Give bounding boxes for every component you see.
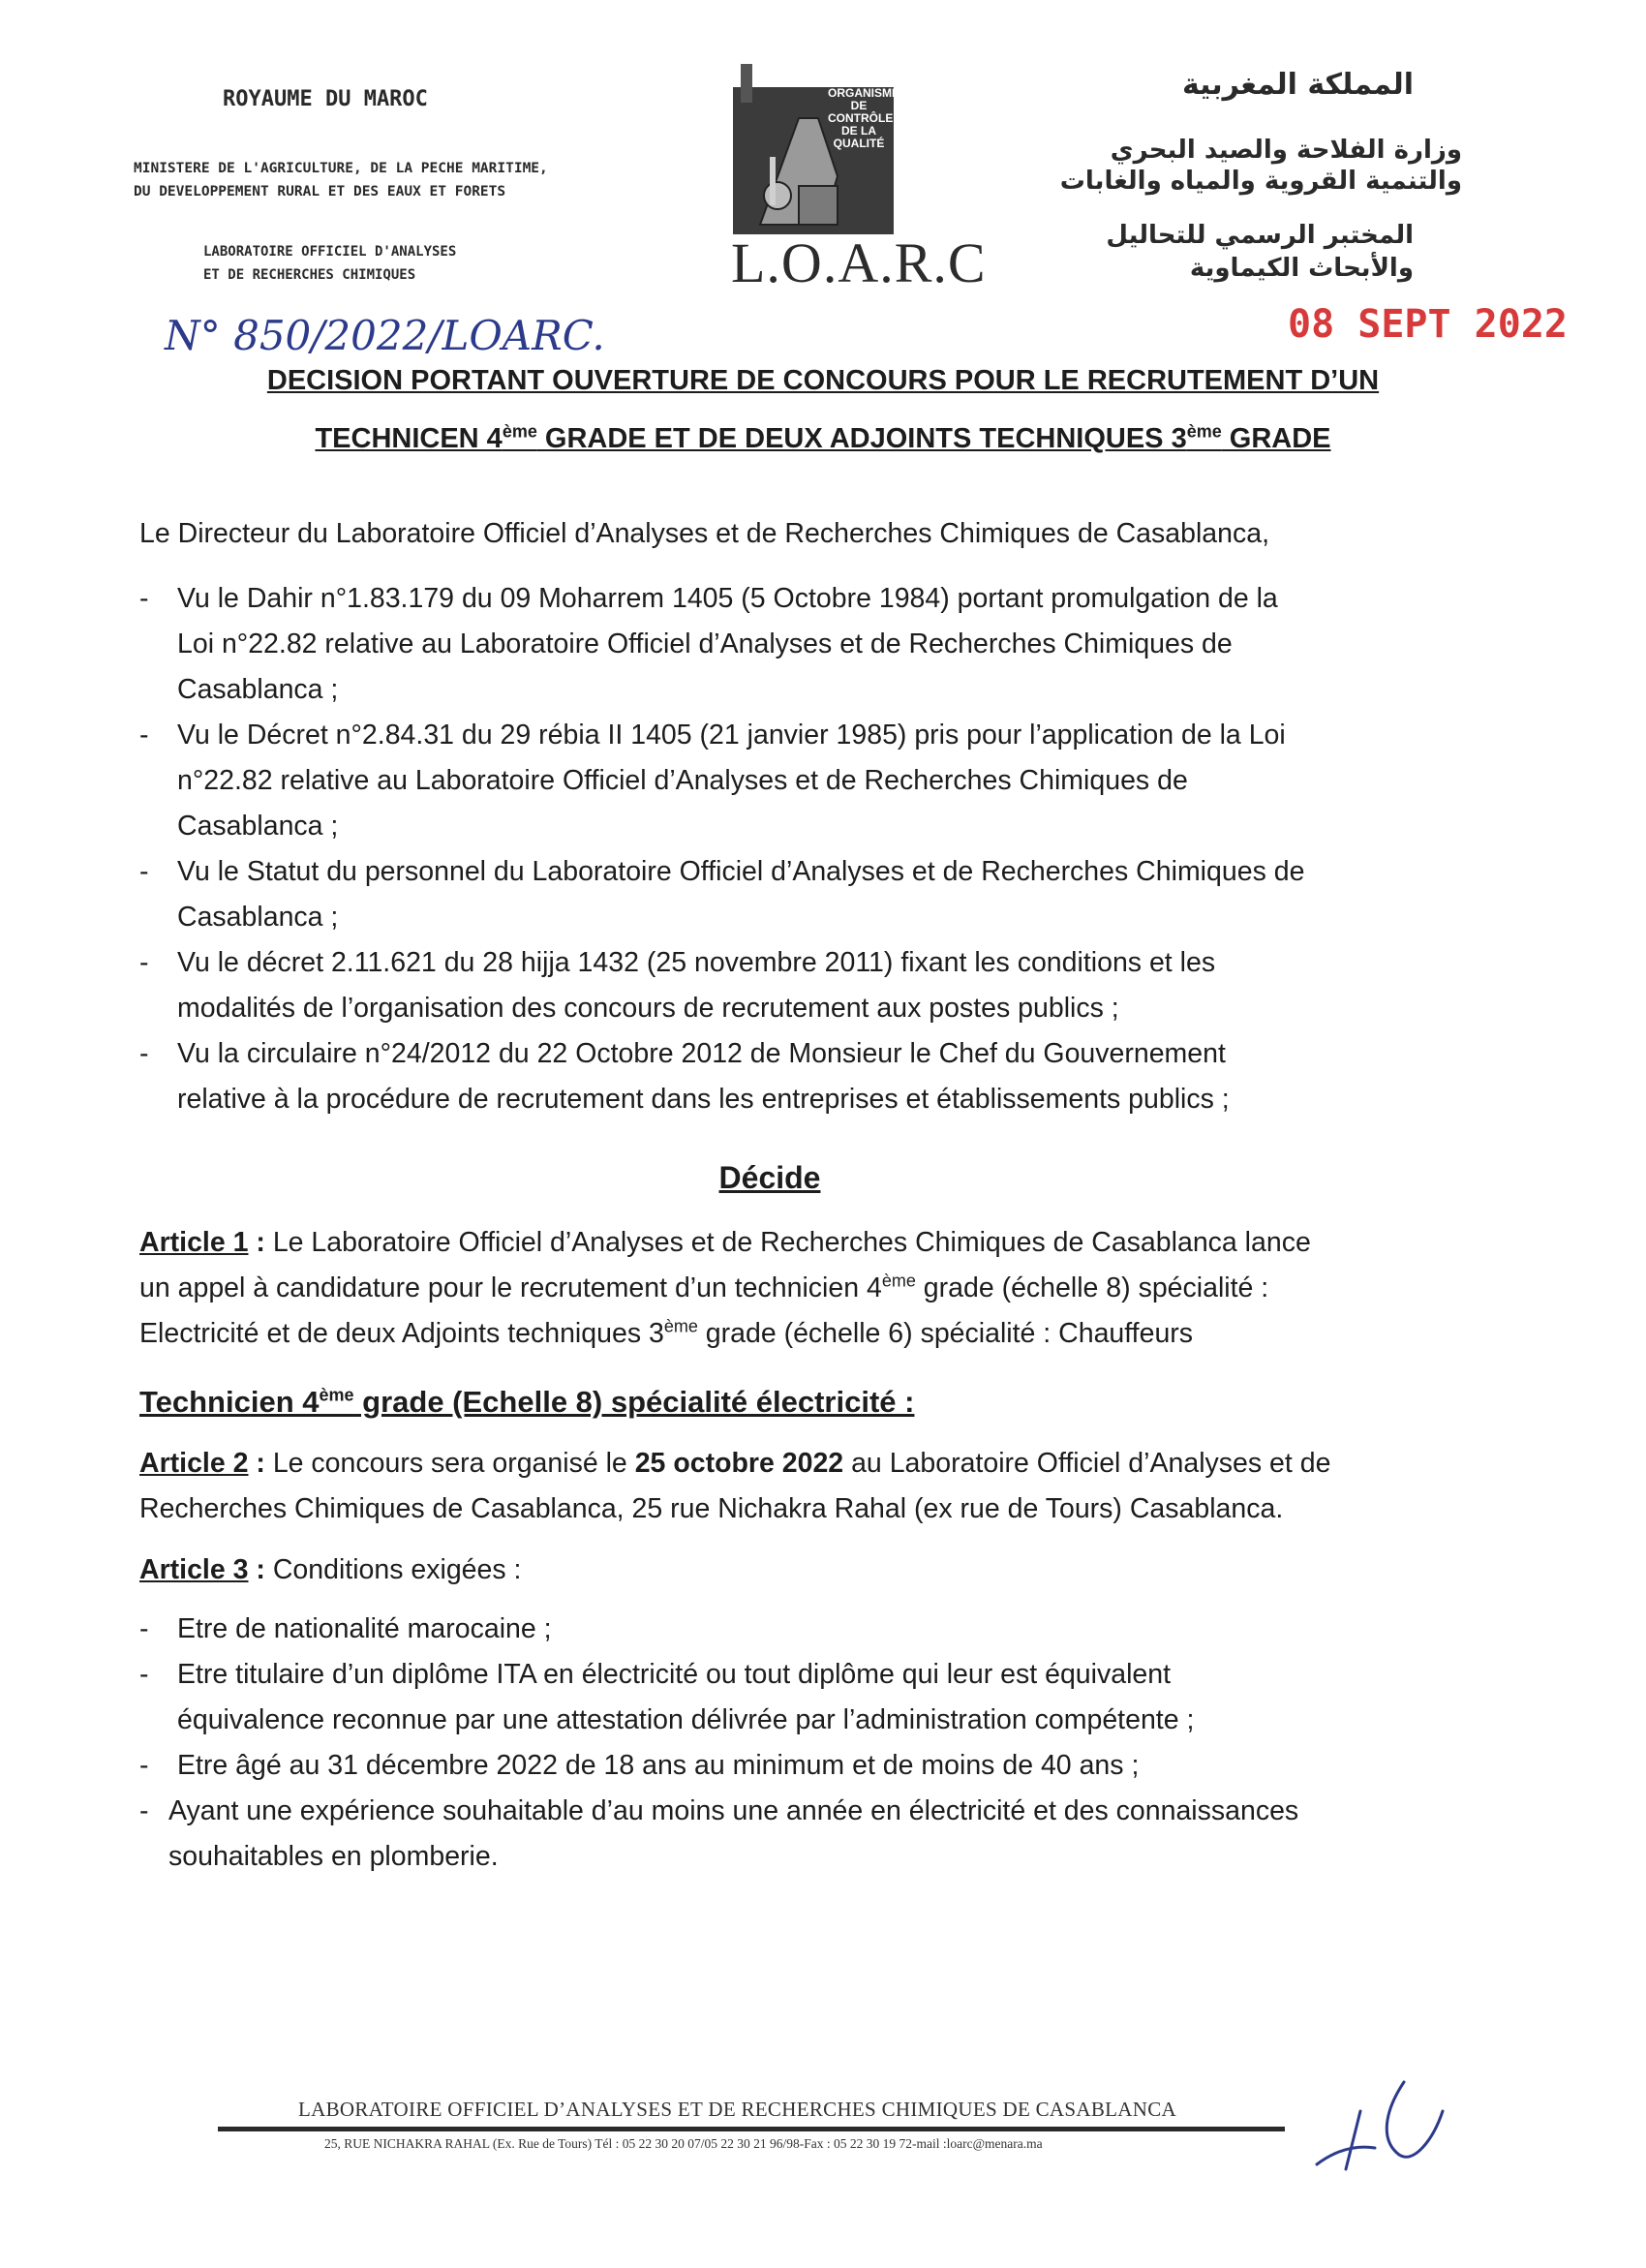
list-bullet: - [139, 1038, 149, 1069]
condition-line: Etre âgé au 31 décembre 2022 de 18 ans au minimum et de moins de 40 ans ; [177, 1750, 1140, 1781]
condition-line: Ayant une expérience souhaitable d’au moins une année en électricité et des connaissances [168, 1795, 1299, 1826]
list-bullet: - [139, 1659, 149, 1690]
article-1-line3-pre: Electricité et de deux Adjoints techniques 3 [139, 1318, 664, 1349]
article-1-line2-post: grade (échelle 8) spécialité : [915, 1272, 1269, 1303]
list-bullet: - [139, 947, 149, 978]
visa-line: relative à la procédure de recrutement dans les entreprises et établissements publics ; [177, 1084, 1230, 1115]
article-3-label: Article 3 [139, 1554, 249, 1585]
article-2-date: 25 octobre 2022 [634, 1448, 844, 1479]
title-line2-sup2: ème [1186, 421, 1222, 442]
section-heading [139, 1379, 914, 1425]
article-2 [139, 1441, 1400, 1532]
article-1-line2-sup: ème [881, 1271, 916, 1291]
visa-line: Casablanca ; [177, 902, 339, 933]
article-3 [139, 1548, 521, 1593]
article-1 [139, 1220, 1400, 1357]
list-bullet: - [139, 583, 149, 614]
title-line2-sup1: ème [502, 421, 537, 442]
ministry-fr-line2: DU DEVELOPPEMENT RURAL ET DES EAUX ET FORETS [134, 184, 506, 199]
visa-line: modalités de l’organisation des concours de recrutement aux postes publics ; [177, 993, 1119, 1024]
article-2-post: au Laboratoire Officiel d’Analyses et de [843, 1448, 1331, 1479]
visa-item [177, 1031, 1399, 1122]
section-heading-post: grade (Echelle 8) spécialité électricité : [353, 1385, 915, 1419]
visa-line: n°22.82 relative au Laboratoire Officiel d’Analyses et de Recherches Chimiques de [177, 765, 1188, 796]
intro-text: Le Directeur du Laboratoire Officiel d’Analyses et de Recherches Chimiques de Casablanca, [139, 518, 1270, 549]
article-1-text: Le Laboratoire Officiel d’Analyses et de Recherches Chimiques de Casablanca lance [272, 1227, 1311, 1258]
ministry-ar-line1: وزارة الفلاحة والصيد البحري [1110, 136, 1462, 165]
article-3-sep: : [248, 1554, 273, 1585]
condition-line: souhaitables en plomberie. [168, 1841, 499, 1872]
visa-line: Vu le Dahir n°1.83.179 du 09 Moharrem 1405 (5 Octobre 1984) portant promulgation de la [177, 583, 1278, 614]
visa-item [177, 576, 1399, 713]
footer-lab-name: LABORATOIRE OFFICIEL D’ANALYSES ET DE RECHERCHES CHIMIQUES DE CASABLANCA [298, 2098, 1176, 2121]
visa-item [177, 713, 1399, 849]
list-bullet: - [139, 856, 149, 887]
visa-line: Casablanca ; [177, 674, 339, 705]
logo-acronym: L.O.A.R.C [731, 231, 987, 294]
article-1-line1 [139, 1220, 1400, 1266]
list-bullet: - [139, 1750, 149, 1781]
decision-title-line2 [0, 423, 1646, 455]
lab-ar-line1: المختبر الرسمي للتحاليل [1106, 221, 1414, 250]
condition-item [177, 1743, 1399, 1789]
article-1-line2-pre: un appel à candidature pour le recrutement d’un technicien 4 [139, 1272, 882, 1303]
condition-item [177, 1607, 1399, 1652]
list-bullet: - [139, 1795, 149, 1826]
footer-rule [218, 2127, 1285, 2131]
date-stamp: 08 SEPT 2022 [1288, 302, 1568, 347]
condition-line: Etre de nationalité marocaine ; [177, 1613, 552, 1644]
visa-line: Vu la circulaire n°24/2012 du 22 Octobre 2012 de Monsieur le Chef du Gouvernement [177, 1038, 1226, 1069]
article-2-line1 [139, 1441, 1400, 1486]
ministry-ar-line2: والتنمية القروية والمياه والغابات [1059, 167, 1462, 196]
title-line2-mid: GRADE ET DE DEUX ADJOINTS TECHNIQUES 3 [536, 423, 1187, 454]
visa-line: Vu le Décret n°2.84.31 du 29 rébia II 1405 (21 janvier 1985) pris pour l’application de la Loi [177, 720, 1286, 751]
article-2-line2: Recherches Chimiques de Casablanca, 25 rue Nichakra Rahal (ex rue de Tours) Casablanca. [139, 1493, 1284, 1524]
decide-heading: Décide [718, 1160, 821, 1195]
visa-item [177, 849, 1399, 940]
visa-line: Vu le décret 2.11.621 du 28 hijja 1432 (25 novembre 2011) fixant les conditions et les [177, 947, 1216, 978]
article-3-text: Conditions exigées : [272, 1554, 522, 1585]
list-bullet: - [139, 720, 149, 751]
signature-icon [1307, 2072, 1462, 2179]
article-1-sep: : [248, 1227, 273, 1258]
footer-address: 25, RUE NICHAKRA RAHAL (Ex. Rue de Tours) Tél : 05 22 30 20 07/05 22 30 21 96/98-Fax : 05 22 30 19 72-mail :loarc@menara.ma [324, 2136, 1043, 2151]
title-line2-post: GRADE [1221, 423, 1331, 454]
lab-ar-line2: والأبحاث الكيماوية [1189, 254, 1414, 283]
article-1-line3 [139, 1311, 1400, 1357]
condition-item [177, 1652, 1399, 1743]
article-1-line3-post: grade (échelle 6) spécialité : Chauffeurs [697, 1318, 1194, 1349]
visa-line: Casablanca ; [177, 811, 339, 842]
lab-fr-line2: ET DE RECHERCHES CHIMIQUES [203, 267, 416, 283]
kingdom-ar: المملكة المغربية [1181, 68, 1414, 102]
article-2-label: Article 2 [139, 1448, 249, 1479]
article-1-label: Article 1 [139, 1227, 249, 1258]
article-1-line2 [139, 1266, 1400, 1311]
logo-box-text: ORGANISME DE CONTRÔLE DE LA QUALITÉ [828, 86, 900, 150]
visa-line: Loi n°22.82 relative au Laboratoire Officiel d’Analyses et de Recherches Chimiques de [177, 628, 1233, 659]
condition-line: équivalence reconnue par une attestation délivrée par l’administration compétente ; [177, 1704, 1195, 1735]
decision-title-line1: DECISION PORTANT OUVERTURE DE CONCOURS POUR LE RECRUTEMENT D’UN [266, 365, 1380, 396]
section-heading-sup: ème [319, 1385, 354, 1405]
condition-line: Etre titulaire d’un diplôme ITA en électricité ou tout diplôme qui leur est équivalent [177, 1659, 1172, 1690]
title-line2-pre: TECHNICEN 4 [315, 423, 503, 454]
list-bullet: - [139, 1613, 149, 1644]
kingdom-fr: ROYAUME DU MAROC [223, 87, 428, 111]
ministry-fr-line1: MINISTERE DE L'AGRICULTURE, DE LA PECHE MARITIME, [134, 161, 548, 176]
condition-item [168, 1789, 1400, 1880]
visa-item [177, 940, 1399, 1031]
handwritten-reference: N° 850/2022/LOARC. [165, 312, 605, 359]
article-1-line3-sup: ème [663, 1316, 698, 1336]
visa-line: Vu le Statut du personnel du Laboratoire Officiel d’Analyses et de Recherches Chimiques de [177, 856, 1305, 887]
section-heading-pre: Technicien 4 [139, 1385, 320, 1419]
lab-fr-line1: LABORATOIRE OFFICIEL D'ANALYSES [203, 244, 457, 260]
article-2-pre: Le concours sera organisé le [272, 1448, 635, 1479]
article-2-sep: : [248, 1448, 273, 1479]
loarc-logo [731, 60, 900, 234]
